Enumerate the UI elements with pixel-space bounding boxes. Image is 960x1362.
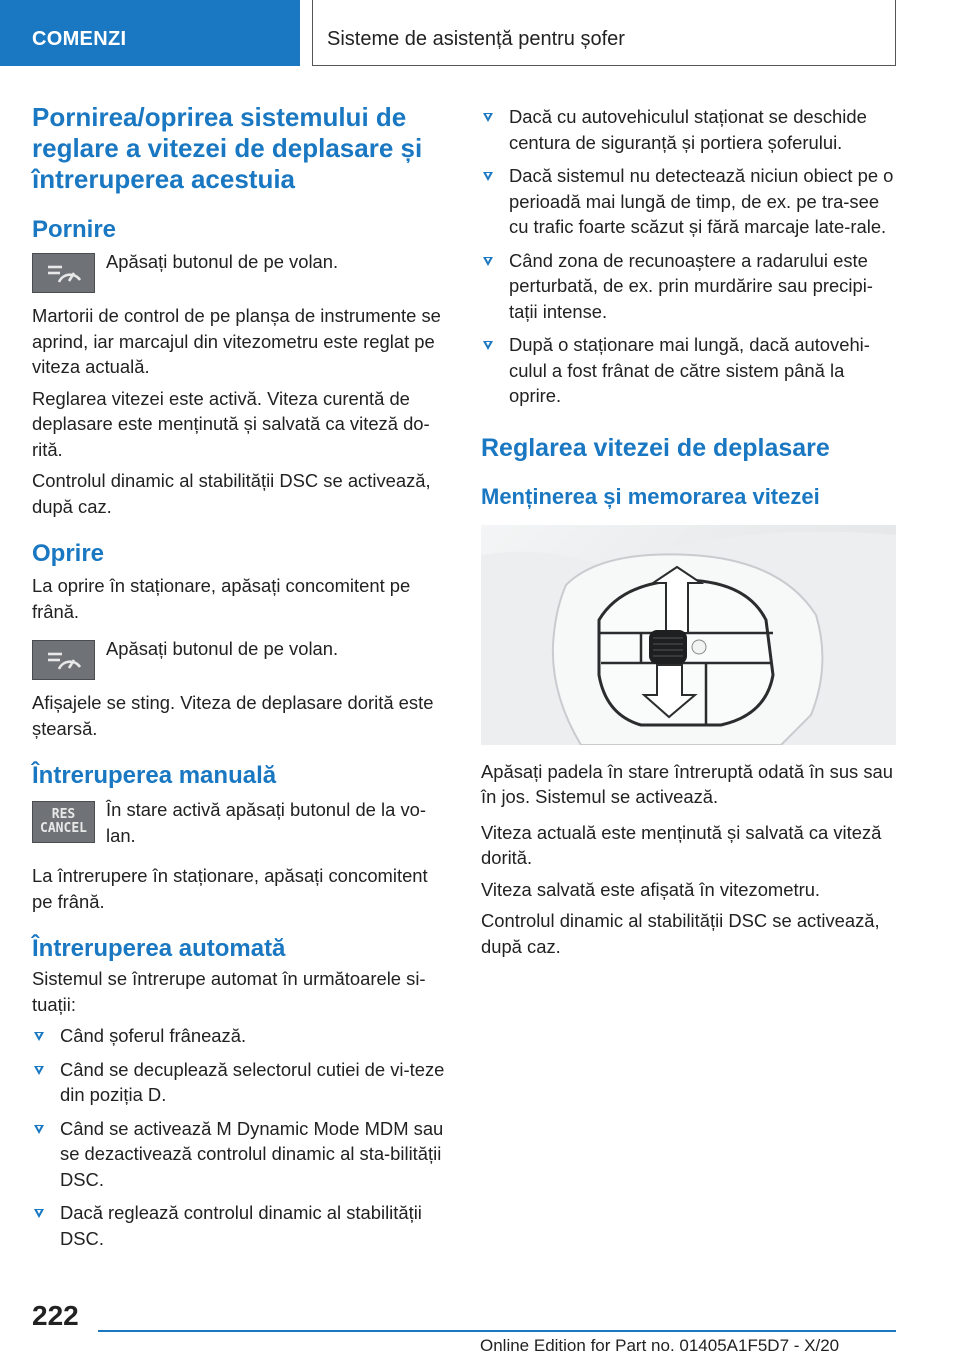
mentinere-paragraph-3: Viteza salvată este afișată în vitezometru. — [481, 878, 821, 900]
pornire-button-row — [32, 251, 447, 299]
steering-wheel-switch-photo — [481, 525, 896, 745]
right-bullet-list — [481, 104, 896, 409]
list-item: Când se activează M Dynamic Mode MDM sau se dezactivează controlul dinamic al sta-bilității DSC. — [32, 1116, 447, 1193]
bullet-triangle-icon — [483, 257, 493, 266]
manuala-button-row — [32, 799, 447, 861]
automata-bullet-list — [32, 1023, 447, 1251]
page-title: Pornirea/oprirea sistemului de reglare a vitezei de deplasare și întreruperea acestuia — [32, 102, 423, 194]
bullet-triangle-icon — [483, 341, 493, 350]
cruise-control-icon — [32, 640, 95, 680]
pornire-paragraph-1: Martorii de control de pe planșa de instrumente se aprind, iar marcajul din vitezometru este reglat pe viteza actuală. — [32, 305, 441, 377]
bullet-triangle-icon — [483, 113, 493, 122]
mentinere-paragraph-1: Apăsați padela în stare întreruptă odată în sus sau în jos. Sistemul se activează. — [481, 760, 894, 807]
mentinere-paragraph-2: Viteza actuală este menținută și salvată ca viteză dorită. — [481, 821, 882, 868]
oprire-button-text: Apăsați butonul de pe volan. — [106, 638, 339, 659]
bullet-triangle-icon — [34, 1209, 44, 1218]
oprire-paragraph-2: Afișajele se sting. Viteza de deplasare dorită este ștearsă. — [32, 692, 434, 739]
right-column — [481, 100, 896, 959]
manuala-button-text: În stare activă apăsați butonul de la vo-lan. — [106, 799, 426, 846]
header-section-tab: COMENZI — [0, 0, 300, 66]
section-title-reglarea-vitezei: Reglarea vitezei de deplasare — [481, 433, 830, 462]
list-item: Când șoferul frânează. — [32, 1023, 447, 1049]
pornire-paragraph-2: Reglarea vitezei este activă. Viteza curentă de deplasare este menținută și salvată ca viteză do-rită. — [32, 387, 430, 460]
mentinere-paragraph-4: Controlul dinamic al stabilității DSC se activează, după caz. — [481, 910, 880, 957]
automata-intro: Sistemul se întrerupe automat în următoarele si-tuații: — [32, 968, 426, 1015]
heading-oprire: Oprire — [32, 540, 105, 567]
oprire-button-row — [32, 638, 447, 686]
list-item: Când se decuplează selectorul cutiei de vi-teze din poziția D. — [32, 1057, 447, 1108]
left-column — [32, 100, 447, 1251]
page-number: 222 — [32, 1300, 79, 1331]
oprire-paragraph-1: La oprire în staționare, apăsați concomitent pe frână. — [32, 575, 411, 622]
manuala-paragraph-1: La întrerupere în staționare, apăsați concomitent pe frână. — [32, 865, 428, 912]
list-item: Dacă cu autovehiculul staționat se deschide centura de siguranță și portiera șoferului. — [481, 104, 896, 155]
res-label: RES — [51, 807, 76, 822]
bullet-triangle-icon — [34, 1125, 44, 1134]
list-item: Dacă reglează controlul dinamic al stabilității DSC. — [32, 1200, 447, 1251]
sub-title-mentinerea-vitezei: Menținerea și memorarea vitezei — [481, 483, 820, 509]
pornire-button-text: Apăsați butonul de pe volan. — [106, 251, 339, 272]
heading-intrerupere-automata: Întreruperea automată — [32, 935, 286, 962]
cancel-label: CANCEL — [40, 821, 87, 836]
footer-edition-text: Online Edition for Part no. 01405A1F5D7 - X/20 — [480, 1336, 840, 1355]
cruise-control-icon — [32, 253, 95, 293]
bullet-triangle-icon — [34, 1066, 44, 1075]
list-item: Dacă sistemul nu detectează niciun obiect pe o perioadă mai lungă de timp, de ex. pe tra-see cu trafic foarte scăzut și fără marcaje late-rale. — [481, 163, 896, 240]
header-chapter-title: Sisteme de asistență pentru șofer — [312, 0, 896, 66]
bullet-triangle-icon — [34, 1032, 44, 1041]
footer-divider — [98, 1330, 896, 1332]
heading-pornire: Pornire — [32, 216, 117, 243]
list-item: După o staționare mai lungă, dacă autovehi-culul a fost frânat de către sistem până la oprire. — [481, 332, 896, 409]
res-cancel-icon — [32, 801, 95, 843]
bullet-triangle-icon — [483, 172, 493, 181]
pornire-paragraph-3: Controlul dinamic al stabilității DSC se activează, după caz. — [32, 470, 431, 517]
heading-intrerupere-manuala: Întreruperea manuală — [32, 762, 277, 789]
list-item: Când zona de recunoaștere a radarului este perturbată, de ex. prin murdărire sau precipi-tații intense. — [481, 248, 896, 325]
